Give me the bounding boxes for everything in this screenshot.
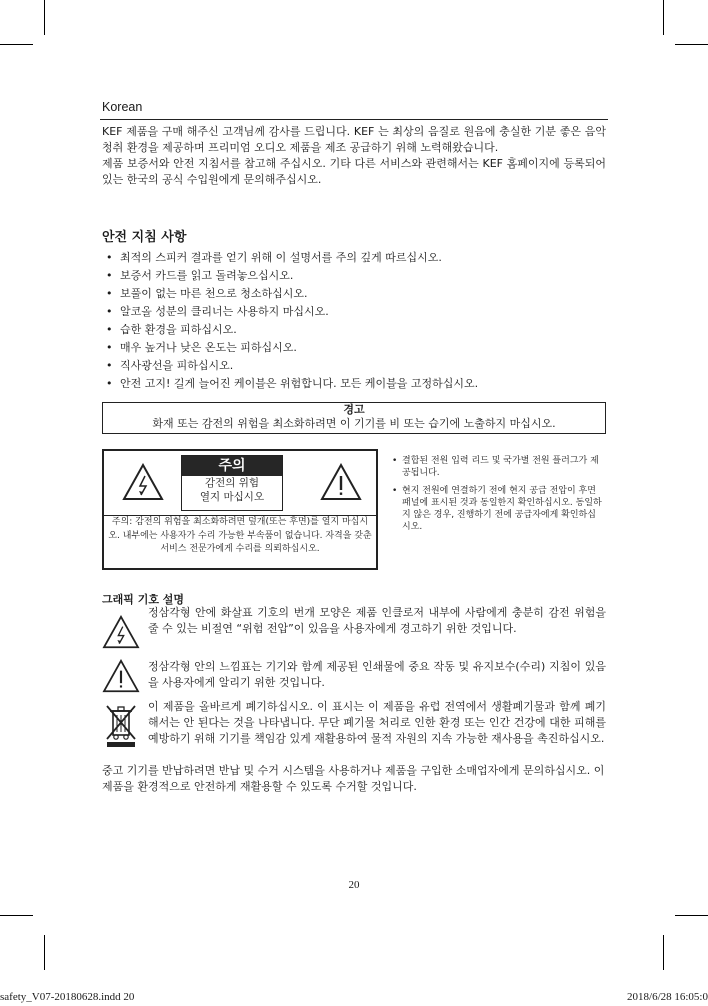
exclamation-triangle-icon: [320, 463, 362, 501]
caution-label: [102, 449, 378, 570]
slug-timestamp: 2018/6/28 16:05:0: [627, 991, 708, 1003]
symbol-row-weee: [102, 699, 606, 763]
lightning-triangle-icon: [102, 615, 140, 649]
crop-mark: [663, 935, 664, 970]
language-heading: Korean: [102, 100, 143, 114]
exclamation-triangle-icon: [102, 659, 140, 693]
crop-mark: [0, 44, 33, 45]
symbols-title: 그래픽 기호 설명: [102, 593, 185, 606]
crop-mark: [675, 44, 708, 45]
list-item: • 보증서 카드를 읽고 돌려놓으십시오.: [104, 268, 478, 286]
list-item: • 결합된 전원 입력 리드 및 국가별 전원 플러그가 제공됩니다.: [392, 455, 604, 479]
list-item: • 습한 환경을 피하십시오.: [104, 322, 478, 340]
safety-list: [104, 250, 478, 394]
warning-box: [102, 402, 606, 434]
intro-paragraph-2: 제품 보증서와 안전 지침서를 참고해 주십시오. 기타 다른 서비스와 관련해서는 KEF 홈페이지에 등록되어 있는 한국의 공식 수입원에게 문의해주십시오.: [102, 157, 606, 186]
list-item: • 알코올 성분의 클리너는 사용하지 마십시오.: [104, 304, 478, 322]
list-item: • 현지 전원에 연결하기 전에 현지 공급 전압이 후면 패널에 표시된 것과 동일한지 확인하십시오. 동일하지 않은 경우, 진행하기 전에 공급자에게 확인하십시오.: [392, 485, 604, 533]
caution-header: 주의: [182, 456, 282, 476]
crop-mark: [44, 935, 45, 970]
caution-line-1: 감전의 위험: [204, 477, 260, 489]
list-item: • 안전 고지! 길게 늘어진 케이블은 위험합니다. 모든 케이블을 고정하십시오.: [104, 376, 478, 394]
list-item: • 보풀이 없는 마른 천으로 청소하십시오.: [104, 286, 478, 304]
list-item: • 직사광선을 피하십시오.: [104, 358, 478, 376]
caution-note: 주의: 감전의 위험을 최소화하려면 덮개(또는 후면)를 열지 마십시오. 내부에는 사용자가 수리 가능한 부속품이 없습니다. 자격을 갖춘 서비스 전문가에게 수리를 의뢰하십시오.: [108, 517, 372, 554]
warning-text: 화재 또는 감전의 위험을 최소화하려면 이 기기를 비 또는 습기에 노출하지 마십시오.: [152, 417, 556, 430]
caution-line-2: 열지 마십시오: [199, 491, 265, 503]
crop-mark: [663, 0, 664, 35]
side-notes: [392, 455, 604, 539]
intro-paragraph-1: KEF 제품을 구매 해주신 고객님께 감사를 드립니다. KEF 는 최상의 음질로 원음에 충실한 기분 좋은 음악 청취 환경을 제공하며 프리미엄 오디오 제품을 제조 공급하기 위해 노력해왔습니다.: [102, 125, 606, 154]
weee-description: 이 제품을 올바르게 폐기하십시오. 이 표시는 이 제품을 유럽 전역에서 생활폐기물과 함께 폐기해서는 안 된다는 것을 나타냅니다. 무단 폐기물 처리로 인한 환경 또는 인간 건강에 대한 피해를 예방하기 위해 기기를 책임감 있게 재활용하여 물적 자원의 지속 가능한 재사용을 촉진하십시오.: [148, 700, 606, 745]
exclamation-description: 정삼각형 안의 느낌표는 기기와 함께 제공된 인쇄물에 중요 작동 및 유지보수(수리) 지침이 있음을 사용자에게 알리기 위한 것입니다.: [148, 660, 606, 689]
crop-mark: [675, 915, 708, 916]
symbol-row-lightning: [102, 605, 606, 655]
lightning-description: 정삼각형 안에 화살표 기호의 번개 모양은 제품 인클로저 내부에 사람에게 충분히 감전 위험을 줄 수 있는 비절연 “위험 전압”이 있음을 사용자에게 경고하기 위한 것입니다.: [148, 606, 606, 635]
weee-bin-icon: [104, 703, 138, 747]
lightning-triangle-icon: [122, 463, 164, 501]
warning-title: 경고: [343, 403, 365, 416]
caution-center: [181, 455, 283, 511]
page-number: 20: [348, 879, 360, 891]
crop-mark: [0, 915, 33, 916]
safety-title: 안전 지침 사항: [102, 230, 187, 245]
list-item: • 최적의 스피커 결과를 얻기 위해 이 설명서를 주의 깊게 따르십시오.: [104, 250, 478, 268]
intro-text: [102, 124, 606, 188]
slug-filename: safety_V07-20180628.indd 20: [0, 991, 135, 1003]
crop-mark: [44, 0, 45, 35]
return-instructions: 중고 기기를 반납하려면 반납 및 수거 시스템을 사용하거나 제품을 구입한 소매업자에게 문의하십시오. 이 제품을 환경적으로 안전하게 재활용할 수 있도록 수거할 것입니다.: [102, 764, 605, 793]
list-item: • 매우 높거나 낮은 온도는 피하십시오.: [104, 340, 478, 358]
symbol-row-exclamation: [102, 659, 606, 695]
header-rule: [100, 119, 608, 120]
